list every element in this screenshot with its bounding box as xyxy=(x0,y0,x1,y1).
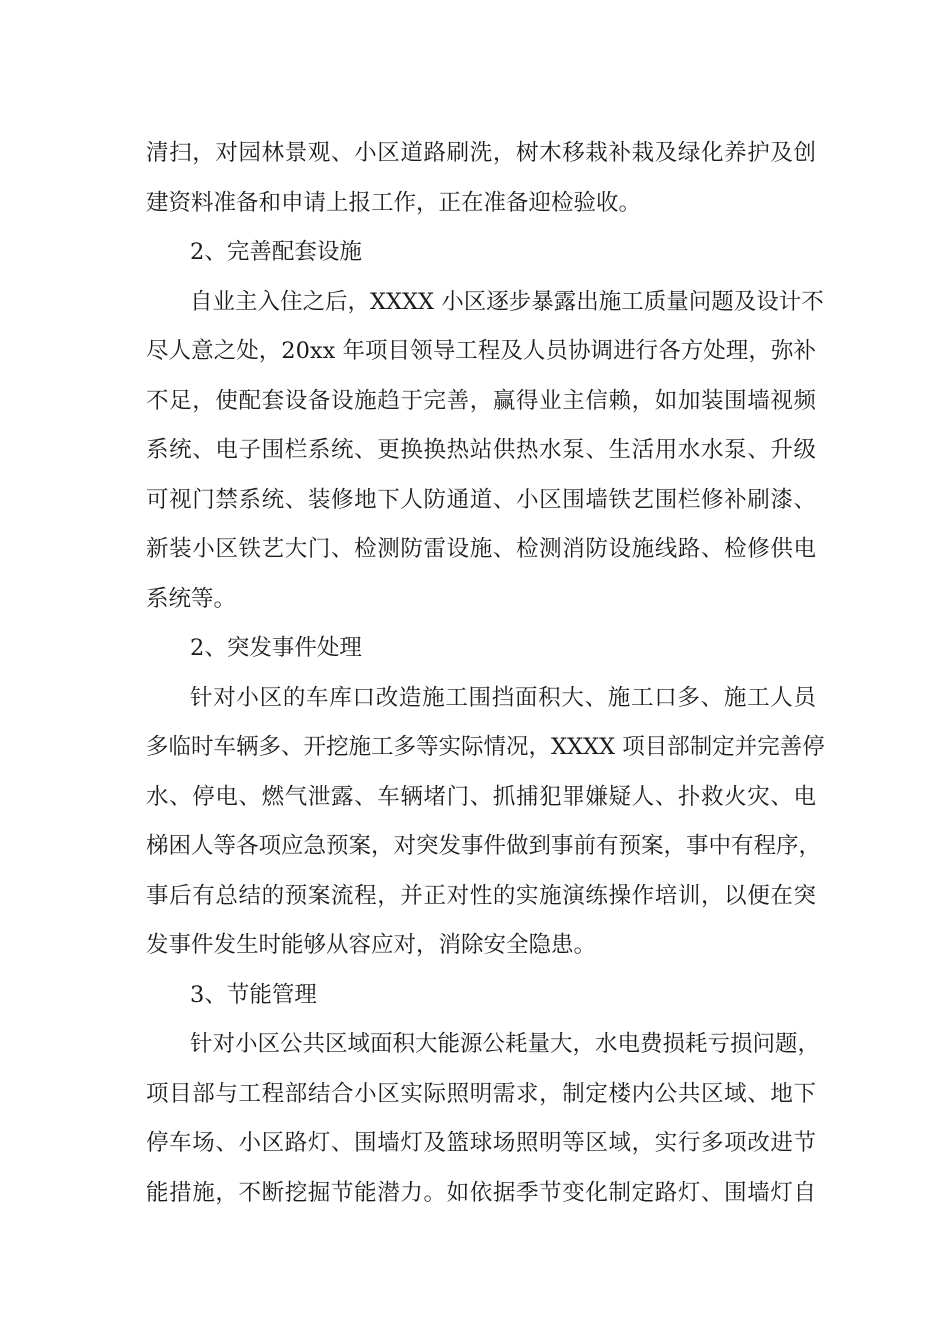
text-line: 3、节能管理 xyxy=(190,981,317,1008)
text-line: 事后有总结的预案流程，并正对性的实施演练操作培训，以便在突 xyxy=(146,882,816,909)
text-line: 多临时车辆多、开挖施工多等实际情况，XXXX 项目部制定并完善停 xyxy=(146,734,825,760)
text-line: 清扫，对园林景观、小区道路刷洗，树木移栽补栽及绿化养护及创 xyxy=(146,140,816,166)
text-line: 项目部与工程部结合小区实际照明需求，制定楼内公共区域、地下 xyxy=(146,1080,816,1107)
text-line: 建资料准备和申请上报工作，正在准备迎检验收。 xyxy=(146,189,642,216)
text-line: 水、停电、燃气泄露、车辆堵门、抓捕犯罪嫌疑人、扑救火灾、电 xyxy=(146,783,816,810)
text-line: 发事件发生时能够从容应对，消除安全隐患。 xyxy=(146,932,597,958)
text-line: 自业主入住之后，XXXX 小区逐步暴露出施工质量问题及设计不 xyxy=(190,288,824,315)
text-line: 针对小区公共区域面积大能源公耗量大，水电费损耗亏损问题， xyxy=(190,1031,821,1057)
text-line: 梯困人等各项应急预案，对突发事件做到事前有预案，事中有程序， xyxy=(146,833,822,859)
text-line: 能措施，不断挖掘节能潜力。如依据季节变化制定路灯、围墙灯自 xyxy=(146,1179,816,1206)
text-line: 2、突发事件处理 xyxy=(190,635,362,661)
text-line: 尽人意之处，20xx 年项目领导工程及人员协调进行各方处理，弥补 xyxy=(146,338,816,364)
text-line: 不足，使配套设备设施趋于完善，赢得业主信赖，如加装围墙视频 xyxy=(146,387,816,414)
text-line: 系统等。 xyxy=(146,585,237,612)
text-line: 2、完善配套设施 xyxy=(190,239,362,265)
text-line: 新装小区铁艺大门、检测防雷设施、检测消防设施线路、检修供电 xyxy=(146,536,816,562)
text-line: 针对小区的车库口改造施工围挡面积大、施工口多、施工人员 xyxy=(190,684,816,711)
text-line: 可视门禁系统、装修地下人防通道、小区围墙铁艺围栏修补刷漆、 xyxy=(146,486,816,513)
text-line: 系统、电子围栏系统、更换换热站供热水泵、生活用水水泵、升级 xyxy=(146,437,816,463)
text-line: 停车场、小区路灯、围墙灯及篮球场照明等区域，实行多项改进节 xyxy=(146,1130,816,1156)
